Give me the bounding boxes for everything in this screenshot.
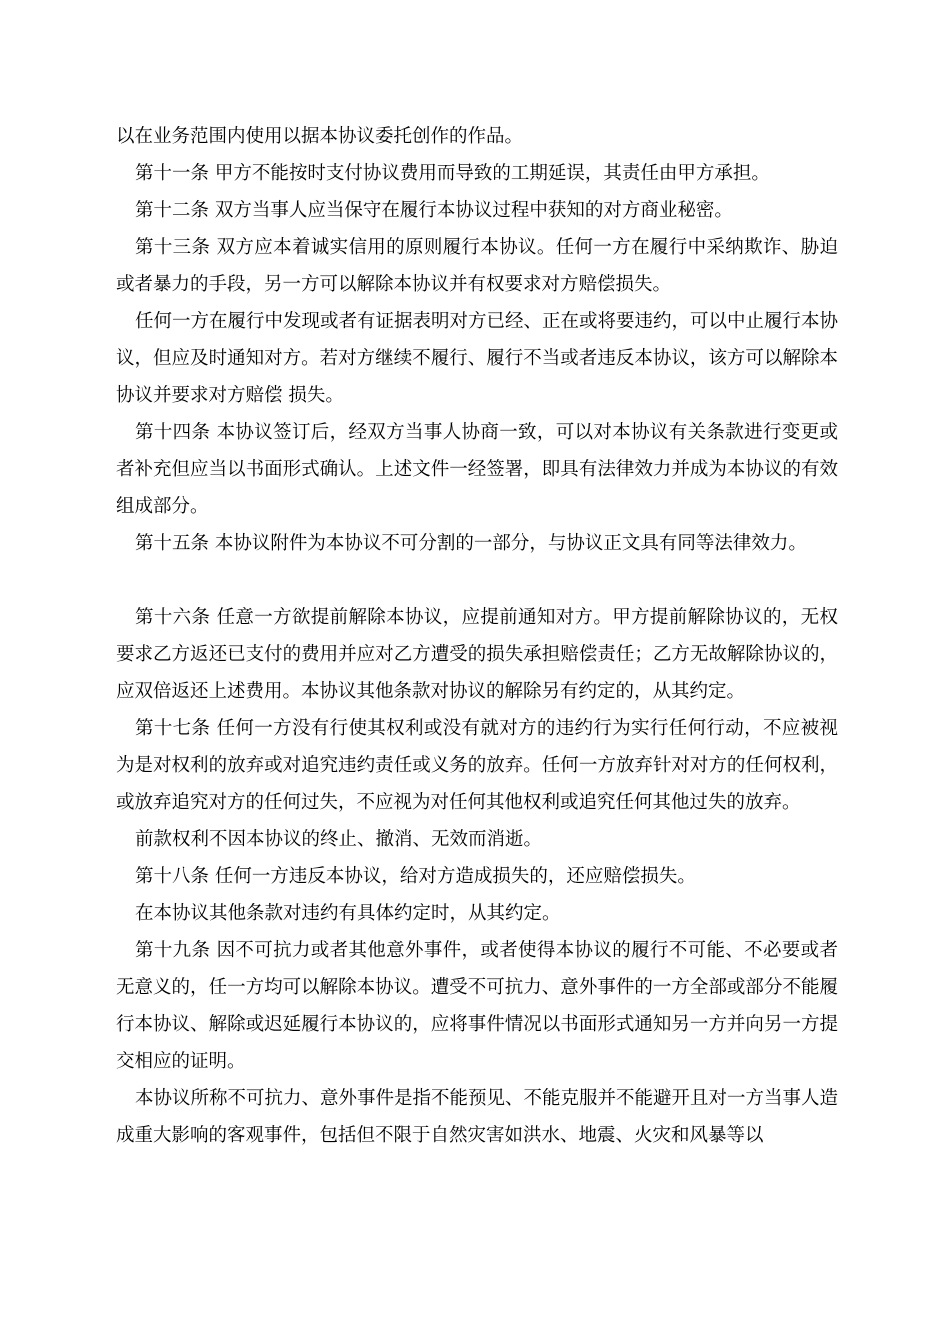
article-18-paragraph: 第十八条 任何一方违反本协议，给对方造成损失的，还应赔偿损失。: [135, 866, 696, 887]
article-16-paragraph: 第十六条 任意一方欲提前解除本协议，应提前通知对方。甲方提前解除协议的，无权要求乙方返还已支付的费用并应对乙方遭受的损失承担赔偿责任；乙方无故解除协议的，应双倍返还上述费用。本协议其他条款对协议的解除另有约定的，从其约定。: [116, 607, 838, 702]
force-majeure-definition-paragraph: 本协议所称不可抗力、意外事件是指不能预见、不能克服并不能避开且对一方当事人造成重大影响的客观事件，包括但不限于自然灾害如洪水、地震、火灾和风暴等以: [116, 1088, 839, 1146]
article-17-paragraph: 第十七条 任何一方没有行使其权利或没有就对方的违约行为实行任何行动，不应被视为是对权利的放弃或对追究违约责任或义务的放弃。任何一方放弃针对对方的任何权利，或放弃追究对方的任何过失，不应视为对任何其他权利或追究任何其他过失的放弃。: [116, 718, 838, 813]
article-11-paragraph: 第十一条 甲方不能按时支付协议费用而导致的工期延误，其责任由甲方承担。: [135, 163, 770, 184]
paragraph-continuation: 以在业务范围内使用以据本协议委托创作的作品。: [116, 126, 524, 147]
article-17-sub-paragraph: 前款权利不因本协议的终止、撤消、无效而消逝。: [135, 829, 543, 850]
contract-text-body: [116, 118, 838, 1154]
article-18-sub-paragraph: 在本协议其他条款对违约有具体约定时，从其约定。: [135, 903, 561, 924]
article-13-sub-paragraph: 任何一方在履行中发现或者有证据表明对方已经、正在或将要违约，可以中止履行本协议，但应及时通知对方。若对方继续不履行、履行不当或者违反本协议，该方可以解除本协议并要求对方赔偿 损失。: [116, 311, 839, 406]
article-14-paragraph: 第十四条 本协议签订后，经双方当事人协商一致，可以对本协议有关条款进行变更或者补充但应当以书面形式确认。上述文件一经签署，即具有法律效力并成为本协议的有效组成部分。: [116, 422, 838, 517]
article-15-paragraph: 第十五条 本协议附件为本协议不可分割的一部分，与协议正文具有同等法律效力。: [135, 533, 807, 554]
article-13-paragraph: 第十三条 双方应本着诚实信用的原则履行本协议。任何一方在履行中采纳欺诈、胁迫或者暴力的手段，另一方可以解除本协议并有权要求对方赔偿损失。: [116, 237, 838, 295]
article-12-paragraph: 第十二条 双方当事人应当保守在履行本协议过程中获知的对方商业秘密。: [135, 200, 733, 221]
article-19-paragraph: 第十九条 因不可抗力或者其他意外事件，或者使得本协议的履行不可能、不必要或者无意义的，任一方均可以解除本协议。遭受不可抗力、意外事件的一方全部或部分不能履行本协议、解除或迟延履行本协议的，应将事件情况以书面形式通知另一方并向另一方提交相应的证明。: [116, 940, 838, 1072]
